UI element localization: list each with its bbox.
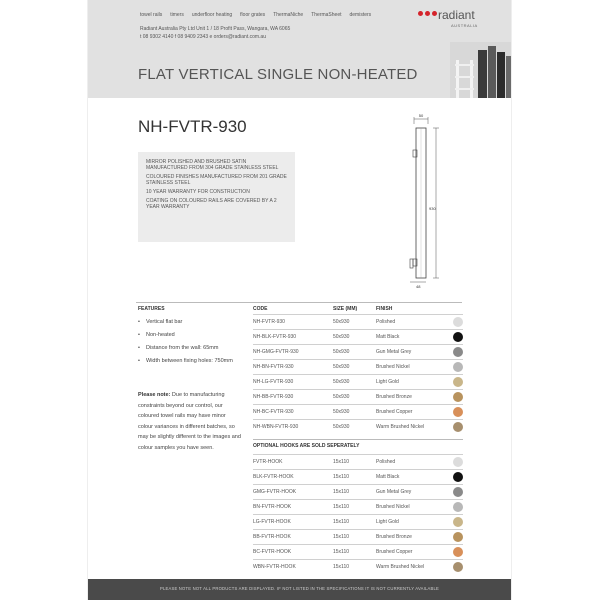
dim-height-label: 930 [429, 206, 436, 211]
cell-code: NH-BN-FVTR-930 [253, 364, 294, 370]
hooks-table [253, 454, 463, 574]
description-line: COLOURED FINISHES MANUFACTURED FROM 201 GRADE STAINLESS STEEL [146, 174, 287, 186]
cell-code: NH-GMG-FVTR-930 [253, 349, 299, 355]
table-row [253, 469, 463, 484]
cell-size: 15x110 [333, 549, 350, 555]
note-text: Due to manufacturing constraints beyond our control, our coloured towel rails may have minor colour variances in different batches, so may be slightly different to the images and colour samples you have seen. [138, 392, 241, 451]
col-finish: FINISH [376, 306, 393, 312]
cell-size: 15x110 [333, 474, 350, 480]
cell-size: 50x930 [333, 334, 350, 340]
cell-code: BC-FVTR-HOOK [253, 549, 292, 555]
cell-finish: Warm Brushed Nickel [376, 564, 425, 570]
radiant-logo [418, 9, 478, 39]
cell-code: NH-BB-FVTR-930 [253, 394, 294, 400]
rails-table-header [253, 304, 463, 314]
cell-code: BB-FVTR-HOOK [253, 534, 291, 540]
cell-finish: Brushed Copper [376, 549, 413, 555]
logo-dots-icon [418, 11, 437, 16]
cell-size: 15x110 [333, 534, 350, 540]
phones: t 08 9302 4140 f 08 9409 2343 e orders@radiant.com.au [140, 34, 266, 40]
cell-code: GMG-FVTR-HOOK [253, 489, 297, 495]
cell-code: NH-BLK-FVTR-930 [253, 334, 297, 340]
finish-swatch-icon [453, 457, 463, 467]
dim-bottom-label: 48 [416, 284, 421, 289]
table-row [253, 404, 463, 419]
table-row [253, 454, 463, 469]
cell-size: 50x930 [333, 379, 350, 385]
section-divider [136, 302, 462, 303]
features-heading: FEATURES [138, 306, 165, 312]
header [88, 0, 511, 98]
cell-size: 15x110 [333, 519, 350, 525]
finish-swatch-icon [453, 547, 463, 557]
footer-note: PLEASE NOTE NOT ALL PRODUCTS ARE DISPLAYED. IF NOT LISTED IN THE SPECIFICATIONS IT IS NOT CURRENTLY AVAILABLE [88, 579, 511, 600]
table-row [253, 344, 463, 359]
col-size: SIZE (MM) [333, 306, 358, 312]
nav-item-towel-rails[interactable]: towel rails [140, 12, 163, 18]
cell-size: 50x930 [333, 424, 350, 430]
feature-item: • Distance from the wall: 65mm [138, 345, 238, 352]
towel-rail-photo-icon [450, 42, 511, 98]
finish-swatch-icon [453, 347, 463, 357]
cell-size: 50x930 [333, 349, 350, 355]
cell-size: 15x110 [333, 459, 350, 465]
note-label: Please note: [138, 392, 171, 398]
cell-code: NH-FVTR-930 [253, 319, 285, 325]
table-row [253, 389, 463, 404]
cell-code: BLK-FVTR-HOOK [253, 474, 294, 480]
cell-finish: Polished [376, 319, 396, 325]
logo-text: radiant [438, 8, 475, 22]
cell-code: BN-FVTR-HOOK [253, 504, 292, 510]
rails-table [253, 304, 463, 434]
spec-sheet-page [88, 0, 511, 600]
cell-finish: Light Gold [376, 519, 399, 525]
nav-item-timers[interactable]: timers [170, 12, 184, 18]
contact-info [140, 25, 290, 41]
cell-code: NH-BC-FVTR-930 [253, 409, 294, 415]
cell-size: 15x110 [333, 489, 350, 495]
model-number: NH-FVTR-930 [138, 117, 247, 136]
finish-swatch-icon [453, 332, 463, 342]
nav-item-underfloor-heating[interactable]: underfloor heating [191, 12, 233, 18]
cell-size: 15x110 [333, 504, 350, 510]
cell-code: FVTR-HOOK [253, 459, 283, 465]
cell-finish: Brushed Copper [376, 409, 413, 415]
cell-finish: Brushed Nickel [376, 364, 410, 370]
table-row [253, 419, 463, 434]
address: Radiant Australia Pty Ltd Unit 1 / 18 Profit Pass, Wangara, WA 6065 [140, 26, 291, 32]
page-title: FLAT VERTICAL SINGLE NON-HEATED [138, 66, 418, 83]
table-row [253, 514, 463, 529]
cell-size: 50x930 [333, 319, 350, 325]
cell-code: NH-WBN-FVTR-930 [253, 424, 299, 430]
feature-item: • Non-heated [138, 332, 238, 339]
cell-size: 50x930 [333, 364, 350, 370]
finish-swatch-icon [453, 392, 463, 402]
finish-swatch-icon [453, 422, 463, 432]
finish-swatch-icon [453, 562, 463, 572]
cell-finish: Brushed Nickel [376, 504, 410, 510]
feature-item: • Vertical flat bar [138, 319, 238, 326]
finish-swatch-icon [453, 532, 463, 542]
cell-finish: Gun Metal Grey [376, 349, 412, 355]
description-line: COATING ON COLOURED RAILS ARE COVERED BY A 2 YEAR WARRANTY [146, 198, 277, 210]
table-row [253, 544, 463, 559]
logo-subtext: AUSTRALIA [451, 23, 478, 28]
finish-swatch-icon [453, 487, 463, 497]
finish-swatch-icon [453, 317, 463, 327]
table-row [253, 484, 463, 499]
finish-swatch-icon [453, 517, 463, 527]
table-row [253, 374, 463, 389]
cell-code: LG-FVTR-HOOK [253, 519, 291, 525]
description-box [138, 152, 295, 242]
description-line: 10 YEAR WARRANTY FOR CONSTRUCTION [146, 189, 250, 195]
table-row [253, 529, 463, 544]
finish-swatch-icon [453, 377, 463, 387]
cell-finish: Matt Black [376, 474, 400, 480]
technical-drawing [388, 112, 448, 290]
finish-swatch-icon [453, 407, 463, 417]
table-row [253, 329, 463, 344]
feature-item: • Width between fixing holes: 750mm [138, 358, 238, 365]
finish-swatch-icon [453, 502, 463, 512]
description-line: MIRROR POLISHED AND BRUSHED SATIN MANUFACTURED FROM 304 GRADE STAINLESS STEEL [146, 159, 279, 171]
cell-code: NH-LG-FVTR-930 [253, 379, 294, 385]
nav-item-demisters[interactable]: demisters [349, 12, 372, 18]
table-row [253, 359, 463, 374]
nav-item-floor-grates[interactable]: floor grates [240, 12, 266, 18]
table-row [253, 314, 463, 329]
cell-finish: Brushed Bronze [376, 394, 412, 400]
finish-swatch-icon [453, 472, 463, 482]
cell-finish: Light Gold [376, 379, 399, 385]
cell-finish: Warm Brushed Nickel [376, 424, 425, 430]
table-row [253, 499, 463, 514]
cell-finish: Matt Black [376, 334, 400, 340]
finish-swatch-icon [453, 362, 463, 372]
col-code: CODE [253, 306, 268, 312]
top-nav [140, 12, 371, 18]
table-row [253, 559, 463, 574]
cell-finish: Gun Metal Grey [376, 489, 412, 495]
cell-finish: Brushed Bronze [376, 534, 412, 540]
dim-top-label: 50 [418, 113, 424, 118]
cell-size: 50x930 [333, 409, 350, 415]
cell-finish: Polished [376, 459, 396, 465]
hooks-heading: OPTIONAL HOOKS ARE SOLD SEPERATELY [253, 443, 360, 449]
section-divider [253, 439, 463, 440]
nav-item-thermaniche[interactable]: ThermaNiche [273, 12, 304, 18]
features-list [138, 319, 238, 371]
cell-code: WBN-FVTR-HOOK [253, 564, 296, 570]
nav-item-thermasheet[interactable]: ThermaSheet [311, 12, 342, 18]
colour-note [138, 390, 242, 453]
cell-size: 15x110 [333, 564, 350, 570]
cell-size: 50x930 [333, 394, 350, 400]
